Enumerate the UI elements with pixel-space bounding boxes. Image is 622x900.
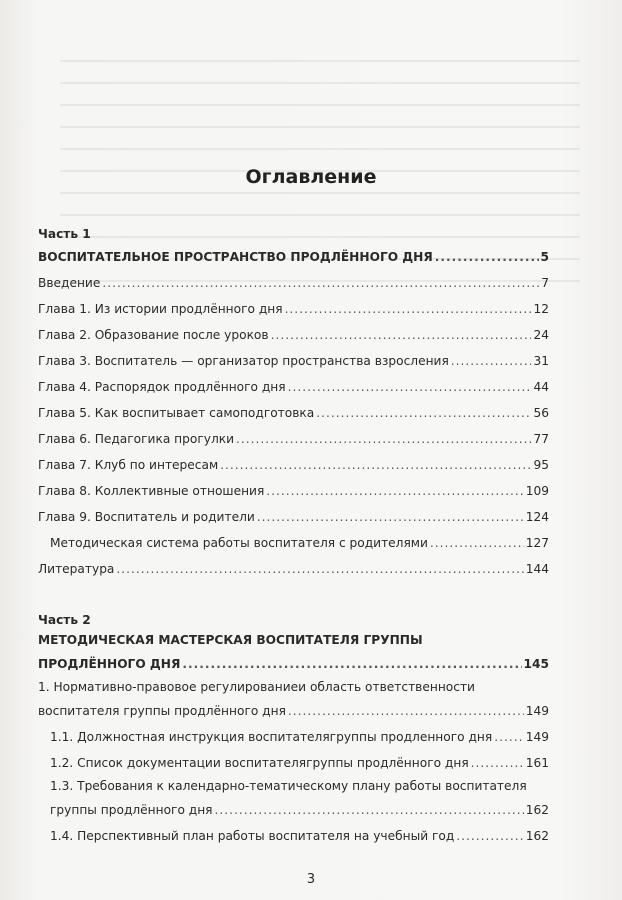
leader-dots (435, 244, 539, 270)
part1-section (38, 224, 549, 582)
leader-dots (430, 530, 524, 556)
leader-dots (220, 452, 531, 478)
part1-label: Часть 1 (38, 227, 91, 241)
leader-dots (456, 823, 523, 849)
leader-dots (288, 698, 524, 724)
toc-title: Оглавление (245, 166, 377, 188)
part2-heading-line1: МЕТОДИЧЕСКАЯ МАСТЕРСКАЯ ВОСПИТАТЕЛЯ ГРУППЫ (38, 633, 423, 647)
leader-dots (236, 426, 531, 452)
toc-entry[interactable]: Глава 5. Как воспитывает самоподготовка ..... 56 (38, 400, 549, 426)
toc-entry[interactable]: 1.2. Список документации воспитателягруппы продлённого дня ..... 161 (38, 750, 549, 776)
leader-dots (257, 504, 524, 530)
part2-section (38, 610, 549, 849)
toc-entry[interactable]: Глава 7. Клуб по интересам ..... 95 (38, 452, 549, 478)
part1-heading[interactable]: ВОСПИТАТЕЛЬНОЕ ПРОСТРАНСТВО ПРОДЛЁННОГО ДНЯ ..... 5 (38, 244, 549, 270)
part2-heading[interactable]: ПРОДЛЁННОГО ДНЯ ..... 145 (38, 651, 549, 677)
toc-entry[interactable]: Глава 9. Воспитатель и родители ..... 124 (38, 504, 549, 530)
leader-dots (116, 556, 523, 582)
leader-dots (494, 724, 524, 750)
toc-entry[interactable]: Глава 6. Педагогика прогулки ..... 77 (38, 426, 549, 452)
subsection-line1: 1.3. Требования к календарно-тематическому плану работы воспитателя (50, 779, 527, 793)
toc-entry[interactable]: группы продлённого дня ..... 162 (38, 797, 549, 823)
leader-dots (451, 348, 532, 374)
leader-dots (471, 750, 524, 776)
toc-entry[interactable]: Глава 3. Воспитатель — организатор пространства взросления ..... 31 (38, 348, 549, 374)
toc-entry[interactable]: воспитателя группы продлённого дня ..... 149 (38, 698, 549, 724)
toc-entry[interactable]: 1.1. Должностная инструкция воспитателягруппы продленного дня ..... 149 (38, 724, 549, 750)
leader-dots (102, 270, 539, 296)
toc-entry[interactable]: Литература ..... 144 (38, 556, 549, 582)
section1-line1: 1. Нормативно-правовое регулированиеи область ответственности (38, 680, 475, 694)
leader-dots (288, 374, 532, 400)
toc-entry[interactable]: Глава 2. Образование после уроков ..... 24 (38, 322, 549, 348)
part2-label: Часть 2 (38, 613, 91, 627)
toc-entry[interactable]: Глава 1. Из истории продлённого дня ..... 12 (38, 296, 549, 322)
leader-dots (285, 296, 532, 322)
leader-dots (182, 651, 521, 677)
toc-entry[interactable]: Введение ..... 7 (38, 270, 549, 296)
page-number: 3 (306, 872, 316, 887)
toc-entry[interactable]: Методическая система работы воспитателя с родителями ..... 127 (38, 530, 549, 556)
toc-entry[interactable]: Глава 4. Распорядок продлённого дня ..... 44 (38, 374, 549, 400)
toc-entry[interactable]: 1.4. Перспективный план работы воспитателя на учебный год ..... 162 (38, 823, 549, 849)
leader-dots (316, 400, 531, 426)
leader-dots (215, 797, 524, 823)
leader-dots (266, 478, 523, 504)
leader-dots (271, 322, 532, 348)
toc-entry[interactable]: Глава 8. Коллективные отношения ..... 109 (38, 478, 549, 504)
